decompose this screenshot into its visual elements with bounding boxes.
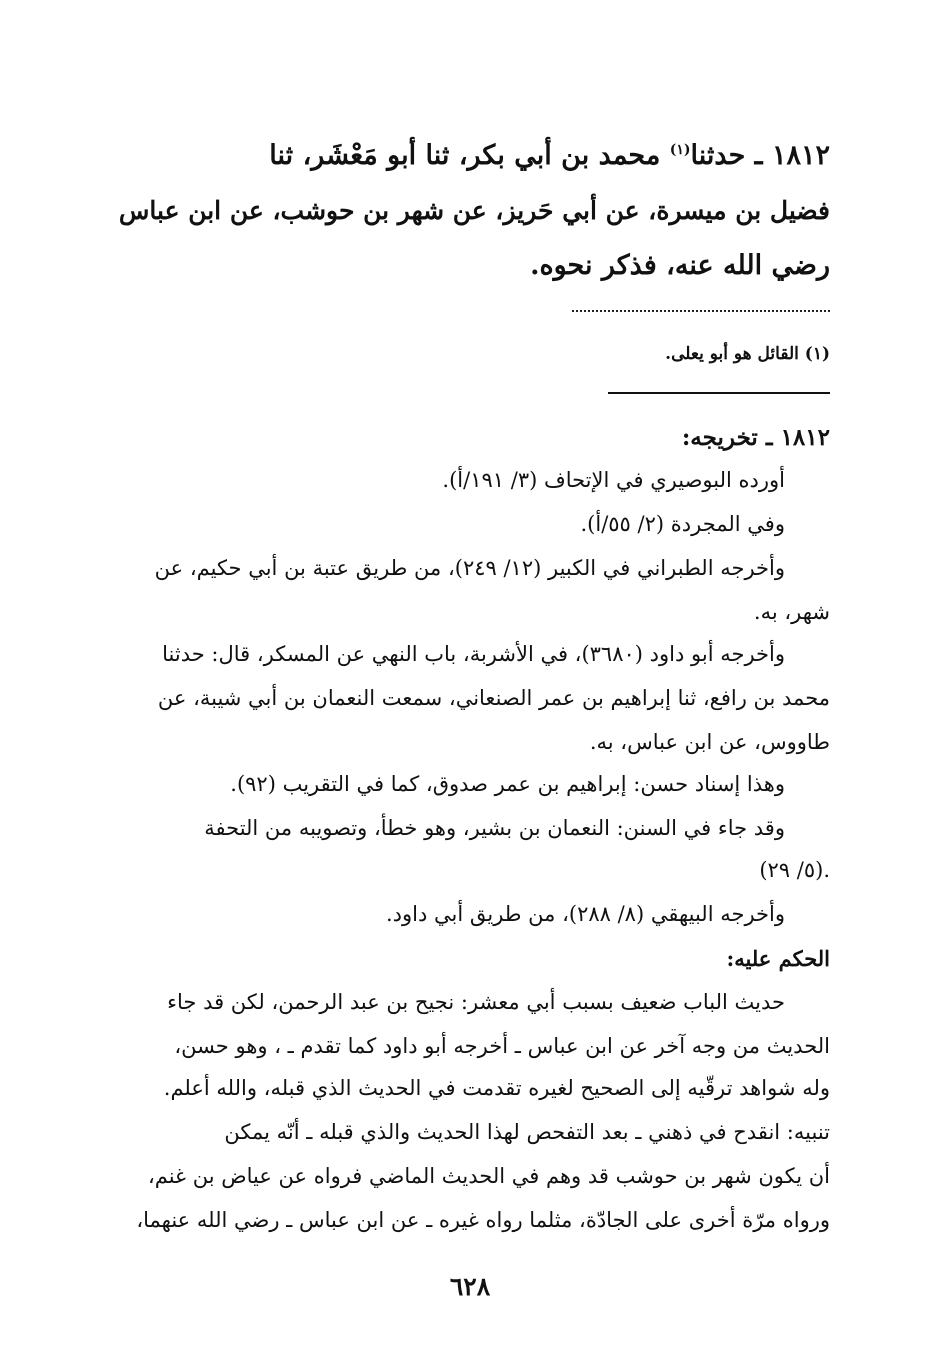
page-number: ٦٢٨ [449, 1272, 491, 1301]
ruling-heading: الحكم عليه: [726, 946, 830, 971]
takhrij-line: وقد جاء في السنن: النعمان بن بشير، وهو خطأ، وتصويبه من التحفة [204, 816, 785, 840]
takhrij-line: محمد بن رافع، ثنا إبراهيم بن عمر الصنعاني، سمعت النعمان بن أبي شيبة، عن [157, 686, 830, 710]
takhrij-line: شهر، به. [753, 600, 830, 624]
ruling-line: الحديث من وجه آخر عن ابن عباس ـ أخرجه أبو داود كما تقدم ـ ، وهو حسن، [174, 1034, 830, 1058]
hadith-line-1-start: ١٨١٢ ـ حدثنا [690, 140, 830, 171]
hadith-line-1 [269, 140, 830, 171]
footnote-reference: (١) [669, 142, 691, 158]
takhrij-line: وفي المجردة (٢/ ٥٥/أ). [580, 512, 785, 536]
hadith-line-3: رضي الله عنه، فذكر نحوه. [530, 250, 830, 281]
ruling-line: تنبيه: انقدح في ذهني ـ بعد التفحص لهذا الحديث والذي قبله ـ أنّه يمكن [224, 1120, 830, 1144]
takhrij-line: طاووس، عن ابن عباس، به. [589, 730, 830, 754]
ruling-line: ورواه مرّة أخرى على الجادّة، مثلما رواه غيره ـ عن ابن عباس ـ رضي الله عنهما، [136, 1208, 830, 1232]
takhrij-line: وأخرجه أبو داود (٣٦٨٠)، في الأشربة، باب النهي عن المسكر، قال: حدثنا [162, 642, 785, 666]
takhrij-heading: ١٨١٢ ـ تخريجه: [681, 424, 830, 451]
takhrij-line: أورده البوصيري في الإتحاف (٣/ ١٩١/أ). [442, 468, 785, 492]
hadith-line-2: فضيل بن ميسرة، عن أبي حَريز، عن شهر بن حوشب، عن ابن عباس [118, 196, 830, 225]
takhrij-line: (٥/ ٢٩). [759, 858, 830, 882]
takhrij-line: وأخرجه البيهقي (٨/ ٢٨٨)، من طريق أبي داود. [385, 902, 785, 926]
ruling-line: حديث الباب ضعيف بسبب أبي معشر: نجيح بن عبد الرحمن، لكن قد جاء [167, 990, 785, 1014]
takhrij-line: وأخرجه الطبراني في الكبير (١٢/ ٢٤٩)، من طريق عتبة بن أبي حكيم، عن [154, 556, 785, 580]
ruling-line: أن يكون شهر بن حوشب قد وهم في الحديث الماضي فرواه عن عياض بن غنم، [147, 1164, 830, 1188]
footnote-separator [572, 310, 830, 312]
takhrij-line: وهذا إسناد حسن: إبراهيم بن عمر صدوق، كما في التقريب (٩٢). [230, 772, 785, 796]
footnote: (١) القائل هو أبو يعلى. [665, 344, 830, 364]
ruling-line: وله شواهد ترقّيه إلى الصحيح لغيره تقدمت في الحديث الذي قبله، والله أعلم. [163, 1076, 830, 1100]
section-divider [608, 392, 830, 394]
hadith-line-1-end: محمد بن أبي بكر، ثنا أبو مَعْشَر، ثنا [269, 140, 670, 171]
